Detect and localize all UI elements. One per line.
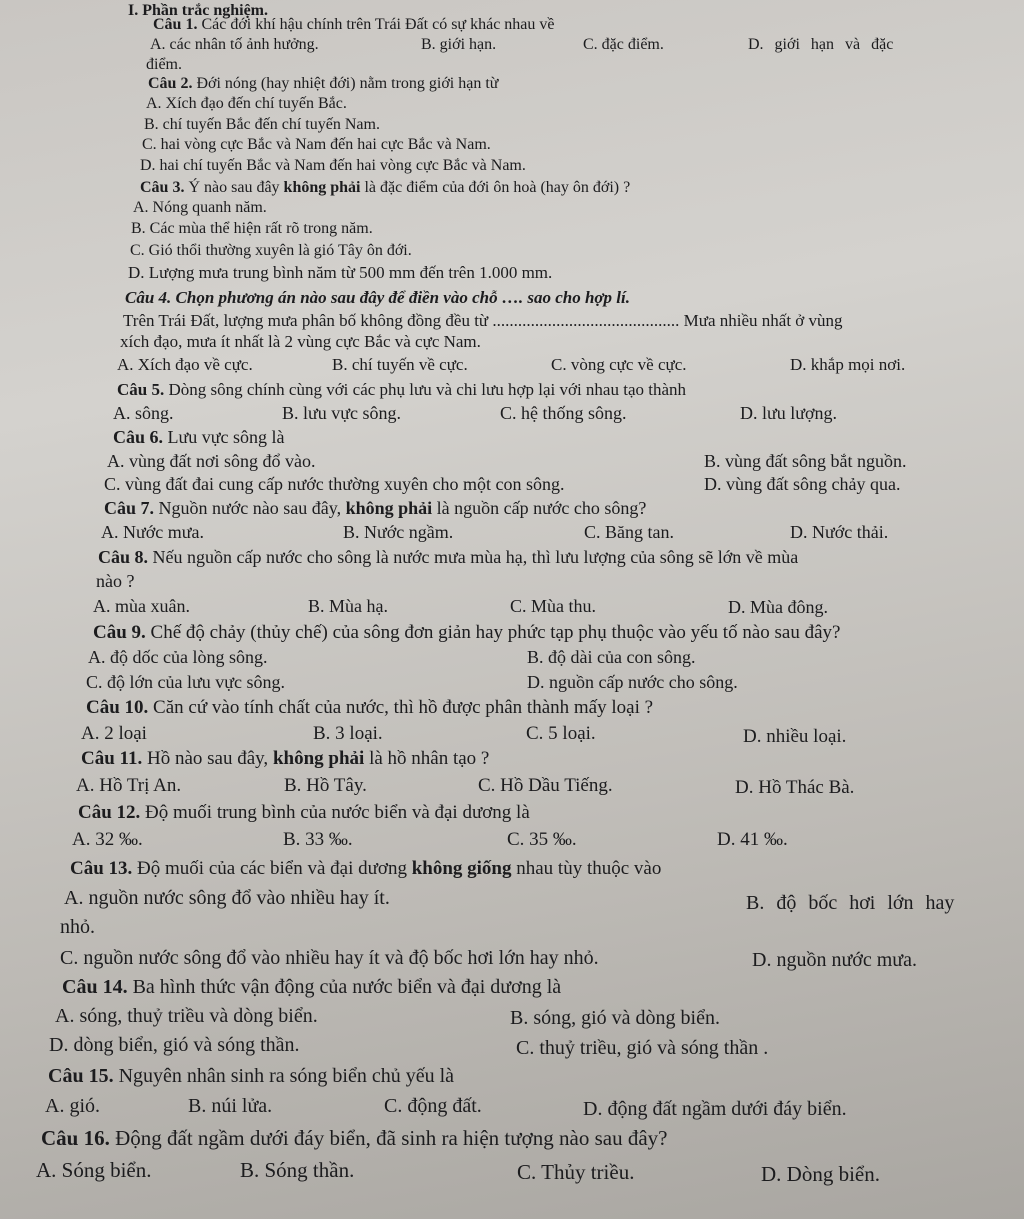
q10-option-a: A. 2 loại bbox=[81, 723, 147, 744]
q5-option-c: C. hệ thống sông. bbox=[500, 403, 627, 423]
q9-option-d: D. nguồn cấp nước cho sông. bbox=[527, 672, 738, 692]
q11-option-b: B. Hồ Tây. bbox=[284, 775, 367, 796]
question-16-stem: Câu 16. Động đất ngầm dưới đáy biển, đã sinh ra hiện tượng nào sau đây? bbox=[41, 1126, 668, 1150]
q9-option-a: A. độ dốc của lòng sông. bbox=[88, 647, 268, 667]
question-14-stem: Câu 14. Ba hình thức vận động của nước biển và đại dương là bbox=[62, 976, 562, 998]
question-2-stem: Câu 2. Đới nóng (hay nhiệt đới) nằm trong giới hạn từ bbox=[148, 75, 499, 92]
q4-option-a: A. Xích đạo về cực. bbox=[117, 355, 253, 374]
q3-option-a: A. Nóng quanh năm. bbox=[133, 199, 267, 216]
q12-option-a: A. 32 ‰. bbox=[72, 829, 143, 850]
q8-option-d: D. Mùa đông. bbox=[728, 597, 828, 617]
q8-option-b: B. Mùa hạ. bbox=[308, 596, 388, 616]
q8-option-c: C. Mùa thu. bbox=[510, 596, 597, 616]
q7-option-d: D. Nước thải. bbox=[790, 522, 889, 542]
question-9-stem: Câu 9. Chế độ chảy (thủy chế) của sông đơn giản hay phức tạp phụ thuộc vào yếu tố nào sau đây? bbox=[93, 622, 841, 643]
q13-option-d: D. nguồn nước mưa. bbox=[752, 949, 918, 971]
q14-option-a: A. sóng, thuỷ triều và dòng biển. bbox=[55, 1005, 318, 1027]
question-11-stem: Câu 11. Hồ nào sau đây, không phải là hồ nhân tạo ? bbox=[81, 748, 490, 769]
question-8-stem: Câu 8. Nếu nguồn cấp nước cho sông là nước mưa mùa hạ, thì lưu lượng của sông sẽ lớn về mùa bbox=[98, 547, 799, 567]
q11-option-a: A. Hồ Trị An. bbox=[76, 775, 182, 796]
question-15-stem: Câu 15. Nguyên nhân sinh ra sóng biển chủ yếu là bbox=[48, 1065, 455, 1087]
q7-option-b: B. Nước ngầm. bbox=[343, 522, 454, 542]
question-13-stem: Câu 13. Độ muối của các biển và đại dương không giống nhau tùy thuộc vào bbox=[70, 858, 662, 879]
q16-option-d: D. Dòng biển. bbox=[761, 1162, 880, 1186]
q1-option-d: D. giới hạn và đặc bbox=[748, 36, 894, 53]
q3-option-d: D. Lượng mưa trung bình năm từ 500 mm đến trên 1.000 mm. bbox=[128, 263, 553, 282]
q4-option-d: D. khắp mọi nơi. bbox=[790, 355, 906, 374]
q12-option-b: B. 33 ‰. bbox=[283, 829, 353, 850]
q2-option-c: C. hai vòng cực Bắc và Nam đến hai cực Bắc và Nam. bbox=[142, 136, 491, 153]
question-10-stem: Câu 10. Căn cứ vào tính chất của nước, thì hồ được phân thành mấy loại ? bbox=[86, 697, 654, 718]
q13-option-a: A. nguồn nước sông đổ vào nhiều hay ít. bbox=[64, 887, 390, 909]
q10-option-d: D. nhiều loại. bbox=[743, 726, 847, 747]
q4-option-b: B. chí tuyến về cực. bbox=[332, 355, 468, 374]
q8-option-a: A. mùa xuân. bbox=[93, 596, 190, 616]
q9-option-c: C. độ lớn của lưu vực sông. bbox=[86, 672, 286, 692]
q5-option-b: B. lưu vực sông. bbox=[282, 403, 402, 423]
question-7-stem: Câu 7. Nguồn nước nào sau đây, không phải là nguồn cấp nước cho sông? bbox=[104, 498, 647, 518]
q11-option-c: C. Hồ Dầu Tiếng. bbox=[478, 775, 613, 796]
q16-option-c: C. Thủy triều. bbox=[517, 1160, 635, 1184]
q4-sentence-line1: Trên Trái Đất, lượng mưa phân bố không đồng đều từ ............................................ Mưa nhiều nhất ở vùng bbox=[123, 311, 843, 330]
q12-option-c: C. 35 ‰. bbox=[507, 829, 577, 850]
q4-option-c: C. vòng cực về cực. bbox=[551, 355, 687, 374]
question-4-stem: Câu 4. Chọn phương án nào sau đây để điền vào chỗ …. sao cho hợp lí. bbox=[125, 288, 630, 307]
q5-option-a: A. sông. bbox=[113, 403, 174, 423]
q10-option-b: B. 3 loại. bbox=[313, 723, 383, 744]
q1-option-a: A. các nhân tố ảnh hưởng. bbox=[150, 36, 319, 53]
section-title: I. Phần trắc nghiệm. bbox=[128, 2, 268, 19]
q6-option-c: C. vùng đất đai cung cấp nước thường xuyên cho một con sông. bbox=[104, 474, 565, 494]
q1-option-c: C. đặc điểm. bbox=[583, 36, 664, 53]
q13-option-b: B. độ bốc hơi lớn hay bbox=[746, 892, 955, 914]
question-12-stem: Câu 12. Độ muối trung bình của nước biển và đại dương là bbox=[78, 802, 530, 823]
q16-option-a: A. Sóng biển. bbox=[36, 1158, 152, 1182]
q15-option-d: D. động đất ngầm dưới đáy biển. bbox=[583, 1098, 847, 1120]
q7-option-a: A. Nước mưa. bbox=[101, 522, 205, 542]
q14-option-c: C. thuỷ triều, gió và sóng thần . bbox=[516, 1037, 769, 1059]
q11-option-d: D. Hồ Thác Bà. bbox=[735, 777, 855, 798]
q3-option-b: B. Các mùa thể hiện rất rõ trong năm. bbox=[131, 220, 373, 237]
question-3-stem: Câu 3. Ý nào sau đây không phải là đặc điểm của đới ôn hoà (hay ôn đới) ? bbox=[140, 179, 631, 196]
q6-option-a: A. vùng đất nơi sông đổ vào. bbox=[107, 451, 316, 471]
q12-option-d: D. 41 ‰. bbox=[717, 829, 788, 850]
question-5-stem: Câu 5. Dòng sông chính cùng với các phụ lưu và chi lưu hợp lại với nhau tạo thành bbox=[117, 380, 687, 399]
q13-option-c: C. nguồn nước sông đổ vào nhiều hay ít và độ bốc hơi lớn hay nhỏ. bbox=[60, 947, 599, 969]
q2-option-d: D. hai chí tuyến Bắc và Nam đến hai vòng cực Bắc và Nam. bbox=[140, 157, 526, 174]
q5-option-d: D. lưu lượng. bbox=[740, 403, 838, 423]
q4-sentence-line2: xích đạo, mưa ít nhất là 2 vùng cực Bắc và cực Nam. bbox=[120, 332, 481, 351]
q15-option-c: C. động đất. bbox=[384, 1095, 482, 1117]
q9-option-b: B. độ dài của con sông. bbox=[527, 647, 696, 667]
q1-option-b: B. giới hạn. bbox=[421, 36, 497, 53]
question-6-stem: Câu 6. Lưu vực sông là bbox=[113, 427, 285, 447]
q10-option-c: C. 5 loại. bbox=[526, 723, 596, 744]
question-1-stem: Câu 1. Các đới khí hậu chính trên Trái Đất có sự khác nhau về bbox=[153, 16, 555, 33]
q2-option-b: B. chí tuyến Bắc đến chí tuyến Nam. bbox=[144, 116, 380, 133]
q15-option-b: B. núi lửa. bbox=[188, 1095, 273, 1117]
q1-option-d-cont: điểm. bbox=[146, 56, 182, 73]
q13-option-b-cont: nhỏ. bbox=[60, 916, 95, 938]
question-8-stem-cont: nào ? bbox=[96, 571, 135, 591]
q7-option-c: C. Băng tan. bbox=[584, 522, 674, 542]
q6-option-b: B. vùng đất sông bắt nguồn. bbox=[704, 451, 907, 471]
q14-option-b: B. sóng, gió và dòng biển. bbox=[510, 1007, 720, 1029]
q15-option-a: A. gió. bbox=[45, 1095, 100, 1117]
q16-option-b: B. Sóng thần. bbox=[240, 1158, 355, 1182]
q14-option-d: D. dòng biển, gió và sóng thần. bbox=[49, 1034, 300, 1056]
q3-option-c: C. Gió thổi thường xuyên là gió Tây ôn đới. bbox=[130, 242, 412, 259]
q2-option-a: A. Xích đạo đến chí tuyến Bắc. bbox=[146, 95, 347, 112]
q6-option-d: D. vùng đất sông chảy qua. bbox=[704, 474, 901, 494]
